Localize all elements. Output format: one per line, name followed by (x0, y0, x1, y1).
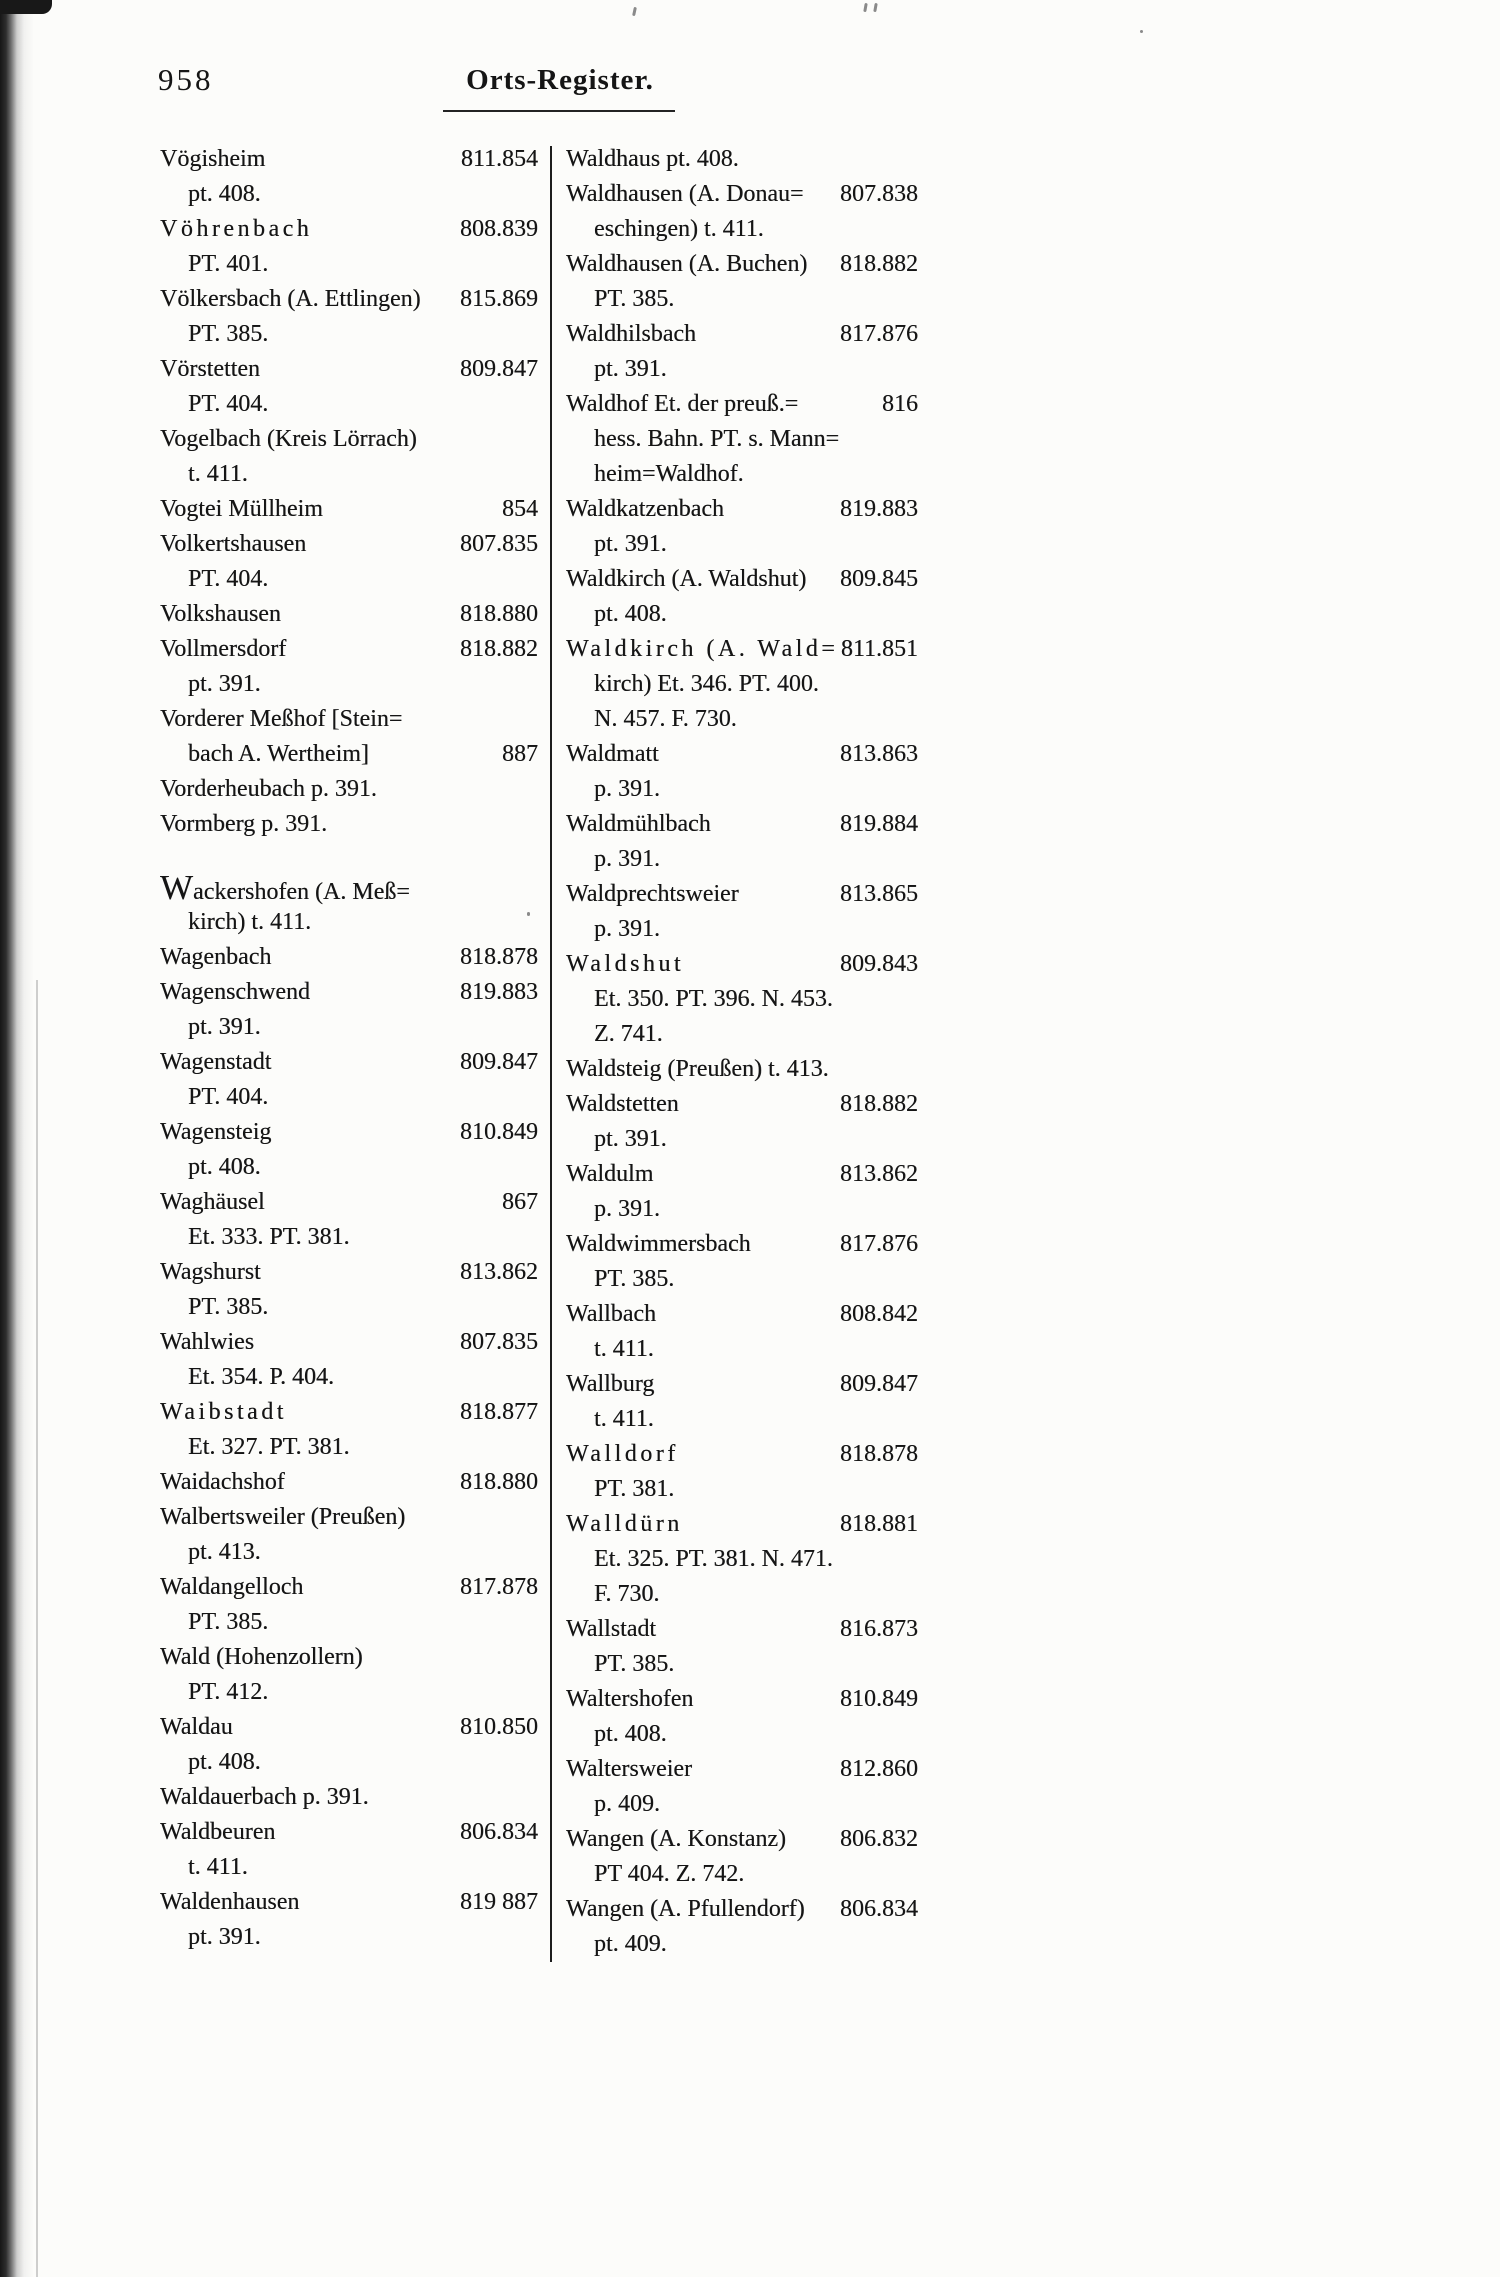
entry-reference-text: PT. 401. (188, 251, 269, 277)
register-line (160, 772, 538, 807)
register-line (566, 1472, 918, 1507)
entry-reference-text: PT. 385. (594, 286, 675, 312)
place-name: Vögisheim (160, 146, 266, 172)
place-name: Waibstadt (160, 1399, 287, 1425)
place-name: Waldshut (566, 951, 685, 977)
page-reference-number: 854 (502, 496, 538, 522)
place-name: Vollmersdorf (160, 636, 287, 662)
entry-reference-text: pt. 391. (188, 671, 261, 697)
entry-reference-text: pt. 408. (188, 1154, 261, 1180)
register-column-right (566, 142, 918, 1962)
register-line (566, 352, 918, 387)
register-line (160, 1465, 538, 1500)
entry-reference-text: p. 409. (594, 1791, 660, 1817)
place-name: Waghäusel (160, 1189, 265, 1215)
place-name: Wallburg (566, 1371, 655, 1397)
entry-reference-text: PT. 404. (188, 391, 269, 417)
place-name: Waldhausen (A. Buchen) (566, 251, 808, 277)
page-reference-number: 813.863 (840, 741, 918, 767)
page-reference-number: 809.847 (460, 1049, 538, 1075)
register-line (566, 1192, 918, 1227)
register-line (566, 1857, 918, 1892)
page-reference-number: 816.873 (840, 1616, 918, 1642)
register-line (566, 247, 918, 282)
register-line (566, 422, 918, 457)
entry-reference-text: p. 391. (594, 916, 660, 942)
page-reference-number: 813.862 (840, 1161, 918, 1187)
entry-reference-text: PT. 385. (188, 1609, 269, 1635)
register-line (160, 387, 538, 422)
page-reference-number: 811.854 (460, 146, 538, 172)
place-name: Waldulm (566, 1161, 654, 1187)
register-line (566, 1752, 918, 1787)
register-line (566, 1577, 918, 1612)
register-line (160, 1675, 538, 1710)
register-line (160, 1325, 538, 1360)
entry-reference-text: pt. 408. (188, 1749, 261, 1775)
place-name: Wangen (A. Konstanz) (566, 1826, 786, 1852)
register-line (566, 1927, 918, 1962)
register-line (566, 597, 918, 632)
place-name: Wagenschwend (160, 979, 311, 1005)
place-name: Waldangelloch (160, 1574, 304, 1600)
page-reference-number: 809.847 (460, 356, 538, 382)
register-line (160, 492, 538, 527)
place-name: Wagenstadt (160, 1049, 272, 1075)
page-reference-number: 815.869 (460, 286, 538, 312)
page-reference-number: 819.883 (840, 496, 918, 522)
register-line (160, 1290, 538, 1325)
register-column-left (160, 142, 538, 1962)
entry-reference-text: pt. 413. (188, 1539, 261, 1565)
register-line (566, 142, 918, 177)
place-name: Wangen (A. Pfullendorf) (566, 1896, 805, 1922)
register-line (566, 1367, 918, 1402)
register-line (160, 1920, 538, 1955)
register-line (160, 1045, 538, 1080)
page-reference-number: 808.842 (840, 1301, 918, 1327)
register-line (160, 212, 538, 247)
entry-reference-text: PT. 385. (188, 1294, 269, 1320)
entry-reference-text: PT. 385. (594, 1651, 675, 1677)
page-title: Orts-Register. (466, 64, 654, 96)
register-line (160, 177, 538, 212)
scan-speck (632, 7, 637, 16)
place-name: Vormberg p. 391. (160, 811, 328, 837)
register-line (160, 562, 538, 597)
page-reference-number: 818.880 (460, 601, 538, 627)
scan-artifact (36, 980, 38, 2277)
register-line (160, 905, 538, 940)
page-reference-number: 807.838 (840, 181, 918, 207)
register-line (566, 1262, 918, 1297)
page-reference-number: 818.877 (460, 1399, 538, 1425)
register-line (566, 912, 918, 947)
place-name: Vorderer Meßhof [Stein= (160, 706, 403, 732)
register-line (566, 527, 918, 562)
place-name: Waldbeuren (160, 1819, 276, 1845)
place-name: Völkersbach (A. Ettlingen) (160, 286, 421, 312)
place-name: Volkshausen (160, 601, 281, 627)
page-reference-number: 810.850 (460, 1714, 538, 1740)
place-name: Wallstadt (566, 1616, 657, 1642)
register-line (160, 1885, 538, 1920)
register-line (160, 667, 538, 702)
page-number: 958 (158, 62, 214, 97)
place-name: Waltershofen (566, 1686, 694, 1712)
place-name: Waltersweier (566, 1756, 692, 1782)
page-reference-number: 887 (502, 741, 538, 767)
register-line (566, 1717, 918, 1752)
page-reference-number: 811.851 (840, 636, 918, 662)
register-line (160, 247, 538, 282)
page-reference-number: 818.878 (460, 944, 538, 970)
register-line (160, 1360, 538, 1395)
register-line (160, 1220, 538, 1255)
register-line (566, 807, 918, 842)
place-name: Waidachshof (160, 1469, 285, 1495)
register-line (566, 1437, 918, 1472)
place-name: Waldprechtsweier (566, 881, 739, 907)
place-name: Wahlwies (160, 1329, 255, 1355)
entry-reference-text: Et. 350. PT. 396. N. 453. (594, 986, 833, 1012)
entry-reference-text: F. 730. (594, 1581, 660, 1607)
entry-reference-text: t. 411. (594, 1336, 654, 1362)
register-line (160, 1850, 538, 1885)
register-line (566, 702, 918, 737)
register-line (160, 1710, 538, 1745)
page-reference-number: 819.883 (460, 979, 538, 1005)
entry-reference-text: Et. 325. PT. 381. N. 471. (594, 1546, 833, 1572)
register-line (160, 422, 538, 457)
register-line (566, 772, 918, 807)
place-name: Waldmatt (566, 741, 659, 767)
register-line (160, 1150, 538, 1185)
section-initial: W (160, 868, 194, 907)
register-line (160, 317, 538, 352)
place-name: Walbertsweiler (Preußen) (160, 1504, 406, 1530)
place-name: Volkertshausen (160, 531, 307, 557)
place-name: Vörstetten (160, 356, 260, 382)
place-name: Waldenhausen (160, 1889, 300, 1915)
place-name: Waldkirch (A. Wald= (566, 636, 839, 662)
register-line (160, 1395, 538, 1430)
entry-reference-text: PT. 385. (188, 321, 269, 347)
entry-reference-text: Z. 741. (594, 1021, 663, 1047)
entry-reference-text: heim=Waldhof. (594, 461, 744, 487)
register-line (566, 1682, 918, 1717)
register-line (160, 527, 538, 562)
register-line (160, 975, 538, 1010)
place-name: Wald (Hohenzollern) (160, 1644, 363, 1670)
entry-reference-text: t. 411. (188, 461, 248, 487)
page-reference-number: 816 (882, 391, 918, 417)
entry-reference-text: pt. 409. (594, 1931, 667, 1957)
place-name: Waldsteig (Preußen) t. 413. (566, 1056, 829, 1082)
scan-artifact (0, 0, 52, 14)
place-name: Waldau (160, 1714, 233, 1740)
place-name: Vogelbach (Kreis Lörrach) (160, 426, 417, 452)
page-reference-number: 817.878 (460, 1574, 538, 1600)
scan-gutter-shadow (0, 0, 34, 2277)
register-line (566, 1507, 918, 1542)
register-content (160, 142, 918, 1962)
register-line (566, 492, 918, 527)
entry-reference-text: pt. 391. (188, 1924, 261, 1950)
register-line (566, 1402, 918, 1437)
register-line (566, 1227, 918, 1262)
register-line (566, 842, 918, 877)
register-line (160, 1815, 538, 1850)
column-divider (550, 146, 552, 1962)
register-line (160, 1185, 538, 1220)
register-line (566, 1052, 918, 1087)
entry-reference-text: PT 404. Z. 742. (594, 1861, 745, 1887)
page-reference-number: 812.860 (840, 1756, 918, 1782)
register-line (160, 1570, 538, 1605)
entry-reference-text: pt. 391. (594, 356, 667, 382)
page-reference-number: 809.845 (840, 566, 918, 592)
register-line (160, 1430, 538, 1465)
place-name: Wagshurst (160, 1259, 261, 1285)
register-line (566, 737, 918, 772)
entry-reference-text: N. 457. F. 730. (594, 706, 737, 732)
register-line (566, 1822, 918, 1857)
page-reference-number: 806.834 (460, 1819, 538, 1845)
register-line (566, 1787, 918, 1822)
page-reference-number: 818.882 (840, 251, 918, 277)
register-line (566, 877, 918, 912)
register-line (566, 317, 918, 352)
place-name: Waldauerbach p. 391. (160, 1784, 369, 1810)
register-line (160, 457, 538, 492)
place-name: Waldhaus pt. 408. (566, 146, 739, 172)
page-reference-number: 817.876 (840, 321, 918, 347)
register-line (160, 632, 538, 667)
page-reference-number: 809.847 (840, 1371, 918, 1397)
place-name: Vorderheubach p. 391. (160, 776, 377, 802)
register-line (566, 1087, 918, 1122)
register-line (160, 1605, 538, 1640)
page-reference-number: 818.881 (840, 1511, 918, 1537)
entry-reference-text: PT. 404. (188, 1084, 269, 1110)
page-reference-number: 810.849 (460, 1119, 538, 1145)
page-reference-number: 813.865 (840, 881, 918, 907)
register-line (566, 947, 918, 982)
register-line (566, 667, 918, 702)
register-line (566, 177, 918, 212)
place-name: Wagensteig (160, 1119, 272, 1145)
register-line (160, 142, 538, 177)
register-line (160, 870, 538, 905)
page-reference-number: 818.880 (460, 1469, 538, 1495)
entry-reference-text: pt. 408. (594, 1721, 667, 1747)
register-line (160, 1535, 538, 1570)
register-line (160, 1745, 538, 1780)
entry-reference-text: Et. 354. P. 404. (188, 1364, 335, 1390)
title-underline (443, 110, 675, 112)
register-line (566, 1122, 918, 1157)
page-reference-number: 867 (502, 1189, 538, 1215)
register-line (160, 737, 538, 772)
page-reference-number: 807.835 (460, 531, 538, 557)
entry-reference-text: kirch) t. 411. (188, 909, 312, 935)
register-line (566, 1157, 918, 1192)
register-line (566, 1017, 918, 1052)
place-name: Waldkirch (A. Waldshut) (566, 566, 807, 592)
entry-reference-text: p. 391. (594, 1196, 660, 1222)
place-name: Waldhof Et. der preuß.= (566, 391, 799, 417)
register-line (566, 1542, 918, 1577)
place-name: Wackershofen (A. Meß= (160, 868, 410, 907)
entry-reference-text: Et. 327. PT. 381. (188, 1434, 350, 1460)
page-reference-number: 813.862 (460, 1259, 538, 1285)
entry-reference-text: kirch) Et. 346. PT. 400. (594, 671, 819, 697)
register-line (160, 940, 538, 975)
entry-reference-text: pt. 408. (594, 601, 667, 627)
register-line (566, 282, 918, 317)
page-reference-number: 810.849 (840, 1686, 918, 1712)
page-reference-number: 819.884 (840, 811, 918, 837)
register-line (566, 1892, 918, 1927)
entry-reference-text: PT. 385. (594, 1266, 675, 1292)
entry-reference-text: pt. 408. (188, 181, 261, 207)
page-reference-number: 818.882 (460, 636, 538, 662)
page-reference-number: 806.834 (840, 1896, 918, 1922)
page-reference-number: 806.832 (840, 1826, 918, 1852)
page-reference-number: 808.839 (460, 216, 538, 242)
entry-reference-text: pt. 391. (594, 531, 667, 557)
register-line (160, 597, 538, 632)
place-name: Waldstetten (566, 1091, 679, 1117)
entry-reference-text: t. 411. (188, 1854, 248, 1880)
entry-reference-text: p. 391. (594, 776, 660, 802)
place-name: Walldürn (566, 1511, 683, 1537)
page-reference-number: 809.843 (840, 951, 918, 977)
place-name: Wallbach (566, 1301, 657, 1327)
register-line (160, 1010, 538, 1045)
place-name: Waldkatzenbach (566, 496, 724, 522)
register-line (566, 1297, 918, 1332)
register-line (160, 1255, 538, 1290)
register-line (160, 702, 538, 737)
entry-reference-text: hess. Bahn. PT. s. Mann= (594, 426, 840, 452)
register-line (160, 1115, 538, 1150)
place-name: Waldhilsbach (566, 321, 697, 347)
entry-reference-text: p. 391. (594, 846, 660, 872)
page-reference-number: 818.878 (840, 1441, 918, 1467)
register-line (160, 807, 538, 842)
register-line (566, 982, 918, 1017)
register-line (160, 352, 538, 387)
place-name: Waldmühlbach (566, 811, 711, 837)
register-line (160, 1640, 538, 1675)
scan-speck (873, 3, 878, 12)
register-line (566, 1612, 918, 1647)
register-line (566, 1332, 918, 1367)
place-name: Vogtei Müllheim (160, 496, 323, 522)
register-line (160, 1080, 538, 1115)
place-name: Vöhrenbach (160, 216, 313, 242)
register-line (160, 282, 538, 317)
register-line (566, 562, 918, 597)
page-reference-number: 818.882 (840, 1091, 918, 1117)
register-line (566, 212, 918, 247)
place-name: Waldhausen (A. Donau= (566, 181, 804, 207)
register-line (160, 1500, 538, 1535)
scan-speck (863, 3, 868, 12)
entry-reference-text: Et. 333. PT. 381. (188, 1224, 350, 1250)
place-name: Walldorf (566, 1441, 679, 1467)
entry-reference-text: PT. 404. (188, 566, 269, 592)
register-line (566, 457, 918, 492)
register-line (566, 1647, 918, 1682)
page-reference-number: 817.876 (840, 1231, 918, 1257)
entry-reference-text: PT. 412. (188, 1679, 269, 1705)
register-line (566, 387, 918, 422)
place-name: Wagenbach (160, 944, 272, 970)
place-name: Waldwimmersbach (566, 1231, 751, 1257)
entry-reference-text: eschingen) t. 411. (594, 216, 764, 242)
entry-reference-text: bach A. Wertheim] (188, 741, 369, 767)
entry-reference-text: pt. 391. (188, 1014, 261, 1040)
page-reference-number: 807.835 (460, 1329, 538, 1355)
entry-reference-text: t. 411. (594, 1406, 654, 1432)
entry-reference-text: pt. 391. (594, 1126, 667, 1152)
entry-reference-text: PT. 381. (594, 1476, 675, 1502)
scan-speck (1140, 30, 1143, 33)
register-line (566, 632, 918, 667)
page-reference-number: 819 887 (460, 1889, 538, 1915)
register-line (160, 1780, 538, 1815)
